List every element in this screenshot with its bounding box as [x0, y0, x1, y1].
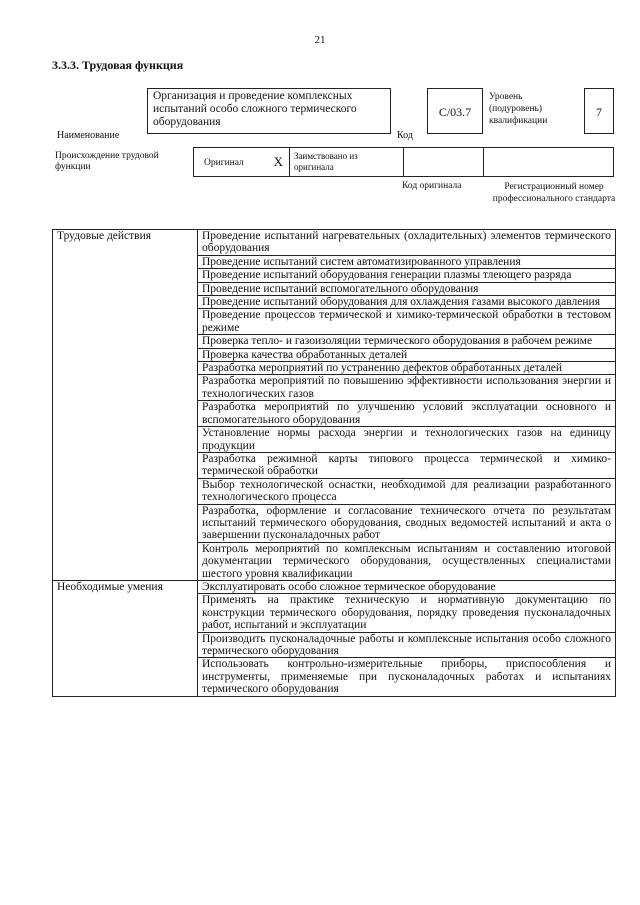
origin-label: Происхождение трудовой функции [55, 151, 159, 172]
list-item: Контроль мероприятий по комплексным испытаниям и составлению итоговой документации термического оборудования, осуществленных специалистами шестого уровня квалификации [198, 542, 616, 580]
list-item: Проведение испытаний систем автоматизированного управления [198, 255, 616, 268]
list-item: Проверка качества обработанных деталей [198, 348, 616, 361]
origin-mark: X [273, 154, 283, 169]
function-table [52, 229, 616, 697]
list-item: Разработка, оформление и согласование технического отчета по результатам испытаний термического оборудования, сводных ведомостей испытаний и акта о завершении пусконаладочных работ [198, 504, 616, 542]
category-skills: Необходимые умения [53, 580, 198, 696]
name-label: Наименование [57, 130, 120, 141]
page-number: 21 [314, 34, 326, 46]
level-value: 7 [584, 88, 614, 134]
list-item: Применять на практике техническую и нормативную документацию по конструкции термического оборудования, порядку проведения пусконаладочных работ, испытаний и эксплуатации [198, 594, 616, 632]
origin-original-cell [193, 147, 290, 177]
section-title: 3.3.3. Трудовая функция [52, 58, 184, 72]
origin-table [193, 147, 615, 177]
level-label [489, 91, 547, 127]
list-item: Проведение испытаний вспомогательного оборудования [198, 282, 616, 295]
origin-borrowed-label: Заимствовано из оригинала [289, 147, 404, 177]
level-label-line-1: Уровень [489, 92, 523, 102]
category-actions: Трудовые действия [53, 230, 198, 581]
list-item: Разработка мероприятий по устранению дефектов обработанных деталей [198, 362, 616, 375]
level-label-line-2: (подуровень) [489, 104, 543, 114]
list-item: Разработка мероприятий по улучшению условий эксплуатации основного и вспомогательного оборудования [198, 401, 616, 427]
list-item: Проведение испытаний нагревательных (охладительных) элементов термического оборудования [198, 230, 616, 256]
code-label: Код [397, 130, 413, 141]
function-name-value: Организация и проведение комплексных испытаний особо сложного термического оборудования [147, 88, 391, 134]
list-item: Разработка режимной карты типового процесса термической и химико-термической обработки [198, 452, 616, 478]
origin-code-caption: Код оригинала [402, 181, 462, 191]
list-item: Разработка мероприятий по повышению эффективности использования энергии и технологических газов [198, 375, 616, 401]
list-item: Установление нормы расхода энергии и технологических газов на единицу продукции [198, 427, 616, 453]
code-value: C/03.7 [427, 88, 483, 134]
list-item: Проведение испытаний оборудования генерации плазмы тлеющего разряда [198, 269, 616, 282]
origin-original-label: Оригинал [204, 158, 244, 168]
list-item: Проведение процессов термической и химико-термической обработки в тестовом режиме [198, 309, 616, 335]
list-item: Эксплуатировать особо сложное термическое оборудование [198, 580, 616, 593]
table-row [53, 230, 616, 256]
origin-reg-caption: Регистрационный номер профессионального стандарта [492, 182, 616, 204]
level-label-line-3: квалификации [489, 116, 548, 126]
origin-reg-cell [483, 147, 614, 177]
list-item: Использовать контрольно-измерительные приборы, приспособления и инструменты, применяемые при пусконаладочных работах и испытаниях термического оборудования [198, 658, 616, 696]
list-item: Выбор технологической оснастки, необходимой для реализации разработанного технологического процесса [198, 478, 616, 504]
table-row [53, 580, 616, 593]
list-item: Производить пусконаладочные работы и комплексные испытания особо сложного термического оборудования [198, 632, 616, 658]
list-item: Проверка тепло- и газоизоляции термического оборудования в рабочем режиме [198, 335, 616, 348]
list-item: Проведение испытаний оборудования для охлаждения газами высокого давления [198, 296, 616, 309]
origin-code-cell [403, 147, 484, 177]
